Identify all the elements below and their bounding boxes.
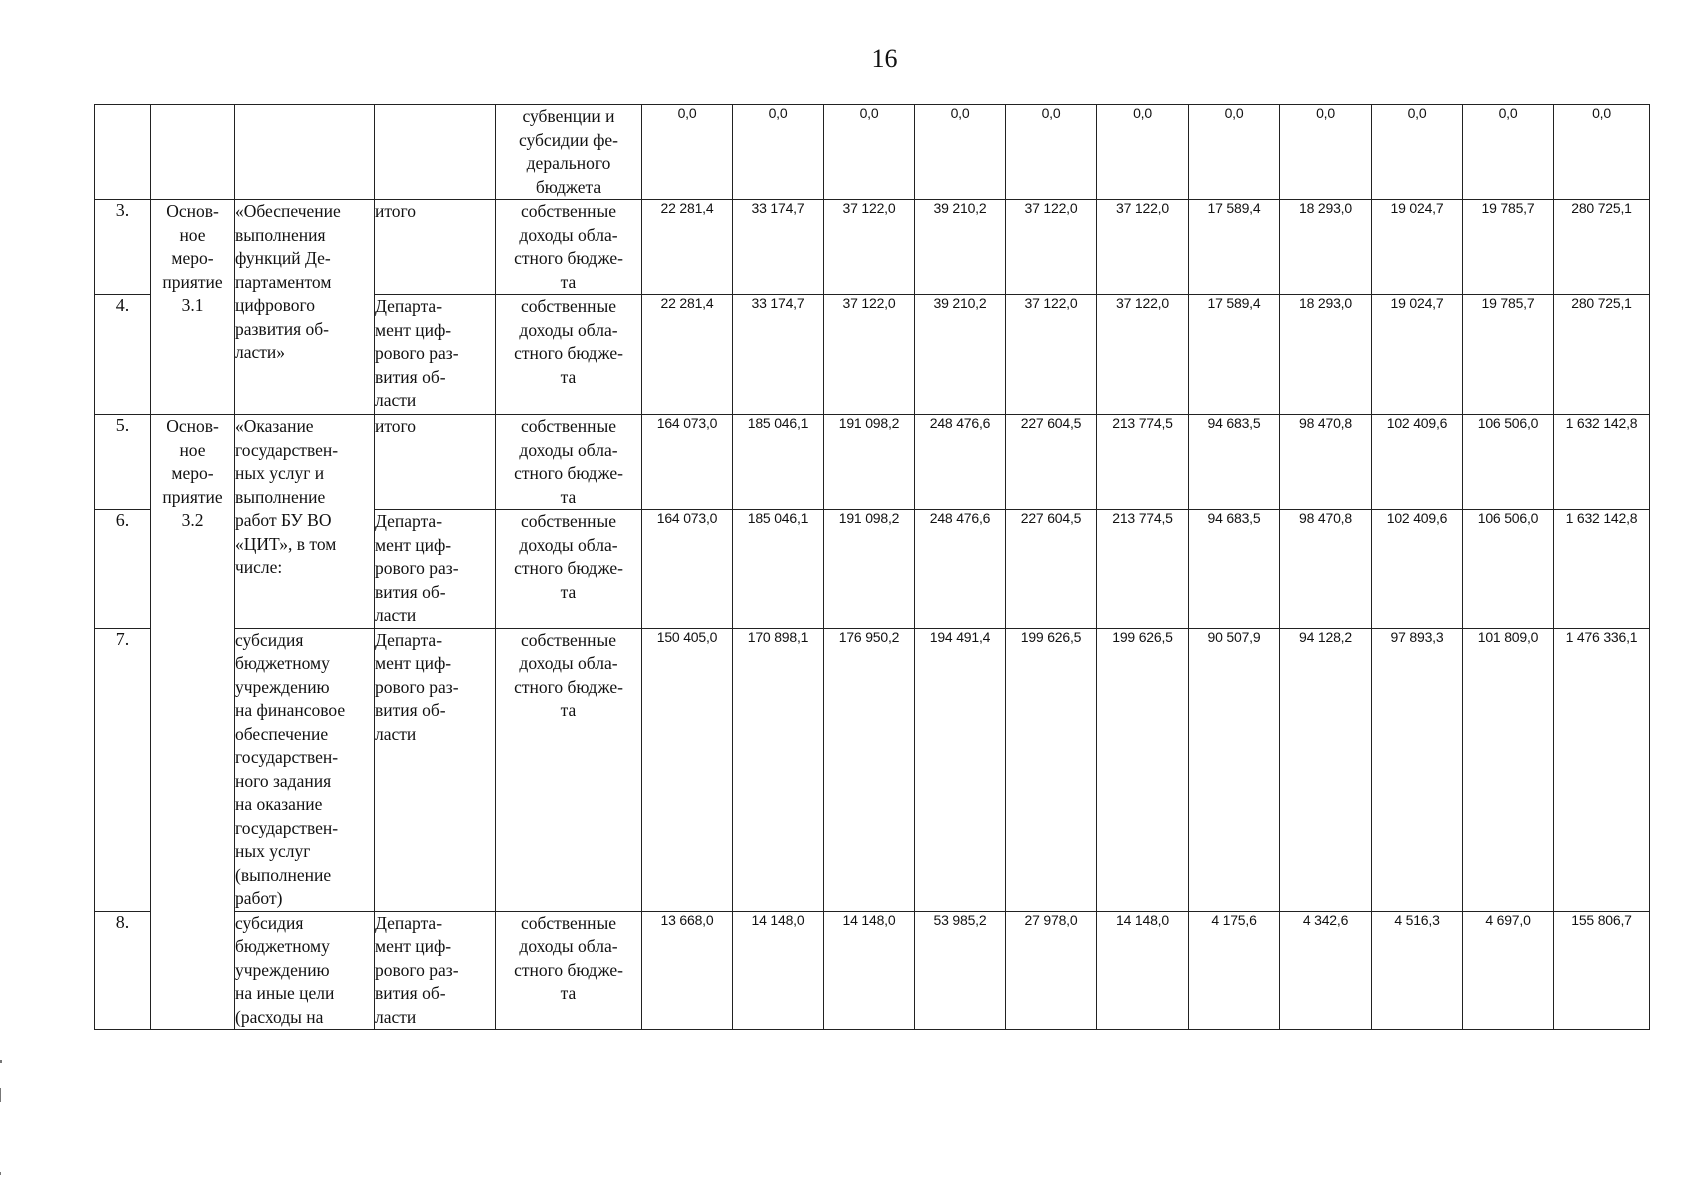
value-cell: 0,0: [824, 105, 915, 200]
executor-cell: Департа- мент циф- рового раз- вития об- ласти: [375, 628, 496, 911]
value-cell: 102 409,6: [1372, 415, 1463, 510]
table-row: [95, 911, 1650, 1030]
value-cell: 150 405,0: [642, 628, 733, 911]
value-cell: 185 046,1: [733, 510, 824, 629]
total-cell: 280 725,1: [1554, 295, 1650, 415]
value-cell: 248 476,6: [915, 415, 1006, 510]
value-cell: 227 604,5: [1006, 415, 1097, 510]
value-cell: 102 409,6: [1372, 510, 1463, 629]
event-cell: Основ- ное меро- приятие 3.1: [151, 200, 235, 415]
value-cell: 33 174,7: [733, 295, 824, 415]
value-cell: 37 122,0: [1097, 295, 1189, 415]
value-cell: 227 604,5: [1006, 510, 1097, 629]
value-cell: 4 175,6: [1189, 911, 1280, 1030]
row-number-cell: [95, 105, 151, 200]
value-cell: 94 128,2: [1280, 628, 1372, 911]
value-cell: 0,0: [733, 105, 824, 200]
value-cell: 185 046,1: [733, 415, 824, 510]
total-cell: 0,0: [1554, 105, 1650, 200]
value-cell: 98 470,8: [1280, 510, 1372, 629]
value-cell: 37 122,0: [1006, 295, 1097, 415]
total-cell: 280 725,1: [1554, 200, 1650, 295]
event-cell: Основ- ное меро- приятие 3.2: [151, 415, 235, 1030]
funding-source-cell: собственные доходы обла- стного бюдже- та: [496, 200, 642, 295]
value-cell: 0,0: [1097, 105, 1189, 200]
value-cell: 94 683,5: [1189, 415, 1280, 510]
value-cell: 22 281,4: [642, 295, 733, 415]
value-cell: 213 774,5: [1097, 510, 1189, 629]
page-number: 16: [871, 44, 898, 73]
value-cell: 4 697,0: [1463, 911, 1554, 1030]
value-cell: 37 122,0: [1097, 200, 1189, 295]
value-cell: 0,0: [1189, 105, 1280, 200]
value-cell: 213 774,5: [1097, 415, 1189, 510]
budget-table: [94, 104, 1650, 1030]
value-cell: 19 024,7: [1372, 200, 1463, 295]
value-cell: 199 626,5: [1006, 628, 1097, 911]
total-cell: 1 632 142,8: [1554, 510, 1650, 629]
value-cell: 248 476,6: [915, 510, 1006, 629]
value-cell: 0,0: [1463, 105, 1554, 200]
title-cell: субсидия бюджетному учреждению на финансовое обеспечение государствен- ного задания на оказание государствен- ных услуг (выполнение работ): [235, 628, 375, 911]
value-cell: 19 785,7: [1463, 295, 1554, 415]
value-cell: 4 342,6: [1280, 911, 1372, 1030]
value-cell: 14 148,0: [733, 911, 824, 1030]
value-cell: 18 293,0: [1280, 200, 1372, 295]
value-cell: 191 098,2: [824, 510, 915, 629]
value-cell: 33 174,7: [733, 200, 824, 295]
value-cell: 101 809,0: [1463, 628, 1554, 911]
executor-cell: итого: [375, 200, 496, 295]
total-cell: 155 806,7: [1554, 911, 1650, 1030]
value-cell: 39 210,2: [915, 200, 1006, 295]
event-cell: [151, 105, 235, 200]
executor-cell: итого: [375, 415, 496, 510]
value-cell: 164 073,0: [642, 415, 733, 510]
funding-source-cell: собственные доходы обла- стного бюдже- та: [496, 295, 642, 415]
title-cell: «Обеспечение выполнения функций Де- партаментом цифрового развития об- ласти»: [235, 200, 375, 415]
scan-artifact: [0, 1172, 1, 1175]
value-cell: 106 506,0: [1463, 510, 1554, 629]
executor-cell: Департа- мент циф- рового раз- вития об- ласти: [375, 911, 496, 1030]
value-cell: 98 470,8: [1280, 415, 1372, 510]
value-cell: 194 491,4: [915, 628, 1006, 911]
table-row: [95, 105, 1650, 200]
row-number-cell: 7.: [95, 628, 151, 911]
value-cell: 97 893,3: [1372, 628, 1463, 911]
value-cell: 37 122,0: [1006, 200, 1097, 295]
title-cell: [235, 105, 375, 200]
executor-cell: Департа- мент циф- рового раз- вития об- ласти: [375, 295, 496, 415]
row-number-cell: 4.: [95, 295, 151, 415]
value-cell: 191 098,2: [824, 415, 915, 510]
value-cell: 106 506,0: [1463, 415, 1554, 510]
value-cell: 13 668,0: [642, 911, 733, 1030]
value-cell: 199 626,5: [1097, 628, 1189, 911]
title-cell: «Оказание государствен- ных услуг и выполнение работ БУ ВО «ЦИТ», в том числе:: [235, 415, 375, 629]
row-number-cell: 8.: [95, 911, 151, 1030]
table-row: [95, 200, 1650, 295]
scan-artifact: [0, 1060, 2, 1063]
value-cell: 37 122,0: [824, 295, 915, 415]
value-cell: 0,0: [1006, 105, 1097, 200]
value-cell: 39 210,2: [915, 295, 1006, 415]
value-cell: 53 985,2: [915, 911, 1006, 1030]
value-cell: 176 950,2: [824, 628, 915, 911]
value-cell: 94 683,5: [1189, 510, 1280, 629]
value-cell: 164 073,0: [642, 510, 733, 629]
executor-cell: [375, 105, 496, 200]
total-cell: 1 632 142,8: [1554, 415, 1650, 510]
value-cell: 22 281,4: [642, 200, 733, 295]
title-cell: субсидия бюджетному учреждению на иные цели (расходы на: [235, 911, 375, 1030]
scan-artifact: [0, 1088, 1, 1102]
row-number-cell: 6.: [95, 510, 151, 629]
value-cell: 17 589,4: [1189, 200, 1280, 295]
row-number-cell: 3.: [95, 200, 151, 295]
value-cell: 0,0: [642, 105, 733, 200]
funding-source-cell: собственные доходы обла- стного бюдже- та: [496, 415, 642, 510]
funding-source-cell: собственные доходы обла- стного бюдже- та: [496, 628, 642, 911]
funding-source-cell: субвенции и субсидии фе- дерального бюджета: [496, 105, 642, 200]
funding-source-cell: собственные доходы обла- стного бюдже- та: [496, 911, 642, 1030]
table-row: [95, 415, 1650, 510]
value-cell: 18 293,0: [1280, 295, 1372, 415]
value-cell: 14 148,0: [1097, 911, 1189, 1030]
value-cell: 0,0: [1372, 105, 1463, 200]
value-cell: 19 024,7: [1372, 295, 1463, 415]
funding-source-cell: собственные доходы обла- стного бюдже- та: [496, 510, 642, 629]
value-cell: 19 785,7: [1463, 200, 1554, 295]
table-row: [95, 628, 1650, 911]
value-cell: 0,0: [915, 105, 1006, 200]
total-cell: 1 476 336,1: [1554, 628, 1650, 911]
value-cell: 14 148,0: [824, 911, 915, 1030]
value-cell: 27 978,0: [1006, 911, 1097, 1030]
value-cell: 17 589,4: [1189, 295, 1280, 415]
row-number-cell: 5.: [95, 415, 151, 510]
value-cell: 4 516,3: [1372, 911, 1463, 1030]
value-cell: 0,0: [1280, 105, 1372, 200]
executor-cell: Департа- мент циф- рового раз- вития об- ласти: [375, 510, 496, 629]
value-cell: 90 507,9: [1189, 628, 1280, 911]
value-cell: 170 898,1: [733, 628, 824, 911]
value-cell: 37 122,0: [824, 200, 915, 295]
